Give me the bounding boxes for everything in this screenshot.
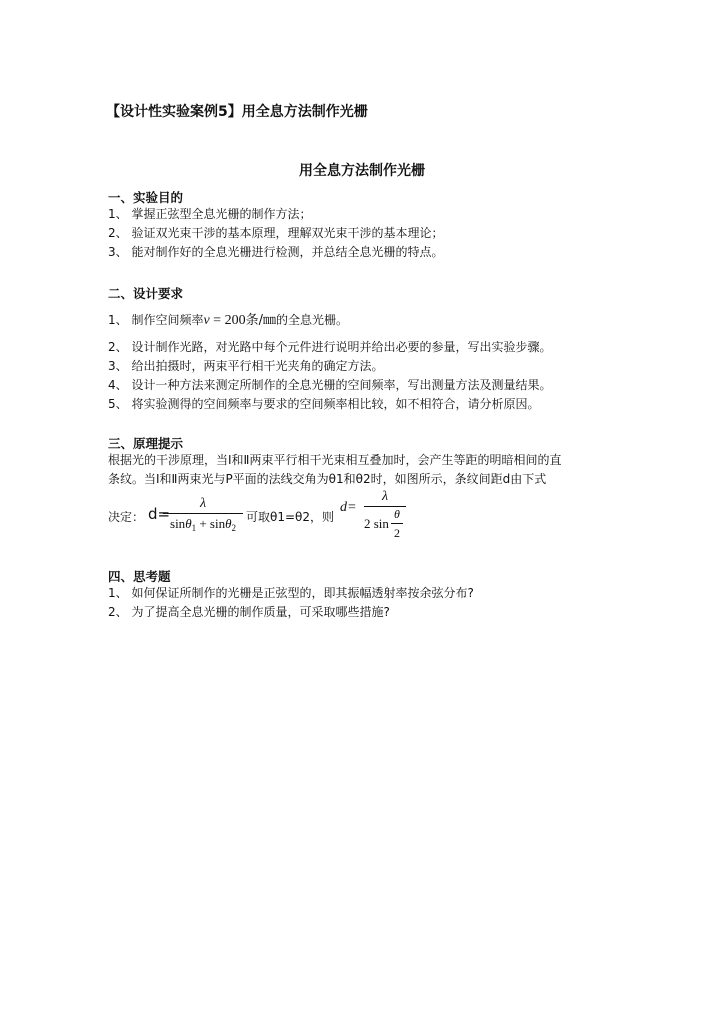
sin-2: sin xyxy=(209,516,226,531)
formula-1-denominator xyxy=(163,514,243,538)
section-2-item-5: 5、 将实验测得的空间频率与要求的空间频率相比较，如不相符合，请分析原因。 xyxy=(108,397,540,411)
formula-2 xyxy=(364,488,406,545)
theta-2: θ xyxy=(225,516,232,531)
formula-2-numerator: λ xyxy=(381,489,389,504)
section-4-item-1: 1、 如何保证所制作的光栅是正弦型的，即其振幅透射率按余弦分布? xyxy=(108,586,474,600)
section-2-item-4: 4、 设计一种方法来测定所制作的全息光栅的空间频率，写出测量方法及测量结果。 xyxy=(108,378,552,392)
section-1-heading: 一、实验目的 xyxy=(108,190,184,205)
frequency-value: = 200 xyxy=(209,313,246,328)
principle-para-2: 条纹。当Ⅰ和Ⅱ两束光与P平面的法线交角为θ1和θ2时，如图所示，条纹间距d由下式 xyxy=(108,472,547,486)
formula-2-theta: θ xyxy=(394,507,400,521)
theta-sub-2: 2 xyxy=(231,523,236,533)
section-1-item-1: 1、 掌握正弦型全息光栅的制作方法； xyxy=(108,207,312,221)
nu-symbol: ν xyxy=(203,313,210,328)
plus-sign: + xyxy=(196,516,210,531)
section-2-heading: 二、设计要求 xyxy=(108,286,184,301)
formula-1-numerator: λ xyxy=(199,496,207,511)
top-title: 【设计性实验案例5】用全息方法制作光栅 xyxy=(106,104,368,120)
sin-1: sin xyxy=(170,516,186,531)
item-1-prefix: 1、 制作空间频率 xyxy=(108,313,204,327)
section-1-item-2: 2、 验证双光束干涉的基本原理，理解双光束干涉的基本理论； xyxy=(108,226,444,240)
section-4-heading: 四、思考题 xyxy=(108,569,171,584)
main-title: 用全息方法制作光栅 xyxy=(299,163,425,179)
theta-1: θ xyxy=(185,516,192,531)
section-2-item-3: 3、 给出拍摄时，两束平行相干光夹角的确定方法。 xyxy=(108,359,384,373)
formula-2-two-sin: 2 sin xyxy=(364,516,389,531)
d-equals: d= xyxy=(148,505,171,523)
formula-2-inner-bar xyxy=(391,523,403,524)
formula-2-denominator xyxy=(364,507,406,545)
section-2-item-2: 2、 设计制作光路，对光路中每个元件进行说明并给出必要的参量，写出实验步骤。 xyxy=(108,340,552,354)
formula-1 xyxy=(163,495,243,538)
section-2-item-1 xyxy=(108,311,348,330)
formula-2-inner-two: 2 xyxy=(394,526,400,540)
formula-2-equals: = xyxy=(348,500,356,515)
formula-mid-text: 可取θ1=θ2，则 xyxy=(246,510,335,524)
section-4-item-2: 2、 为了提高全息光栅的制作质量，可采取哪些措施? xyxy=(108,605,390,619)
theta-sub-1: 1 xyxy=(191,523,197,533)
section-3-heading: 三、原理提示 xyxy=(108,436,184,451)
item-1-suffix: 的全息光栅。 xyxy=(275,313,348,327)
decide-label: 决定： xyxy=(108,510,145,524)
formula-2-d: d xyxy=(340,500,347,515)
principle-para-1: 根据光的干涉原理，当Ⅰ和Ⅱ两束平行相干光束相互叠加时，会产生等距的明暗相间的直 xyxy=(108,453,562,467)
section-1-item-3: 3、 能对制作好的全息光栅进行检测，并总结全息光栅的特点。 xyxy=(108,245,444,259)
frequency-unit: 条/㎜ xyxy=(245,313,276,328)
